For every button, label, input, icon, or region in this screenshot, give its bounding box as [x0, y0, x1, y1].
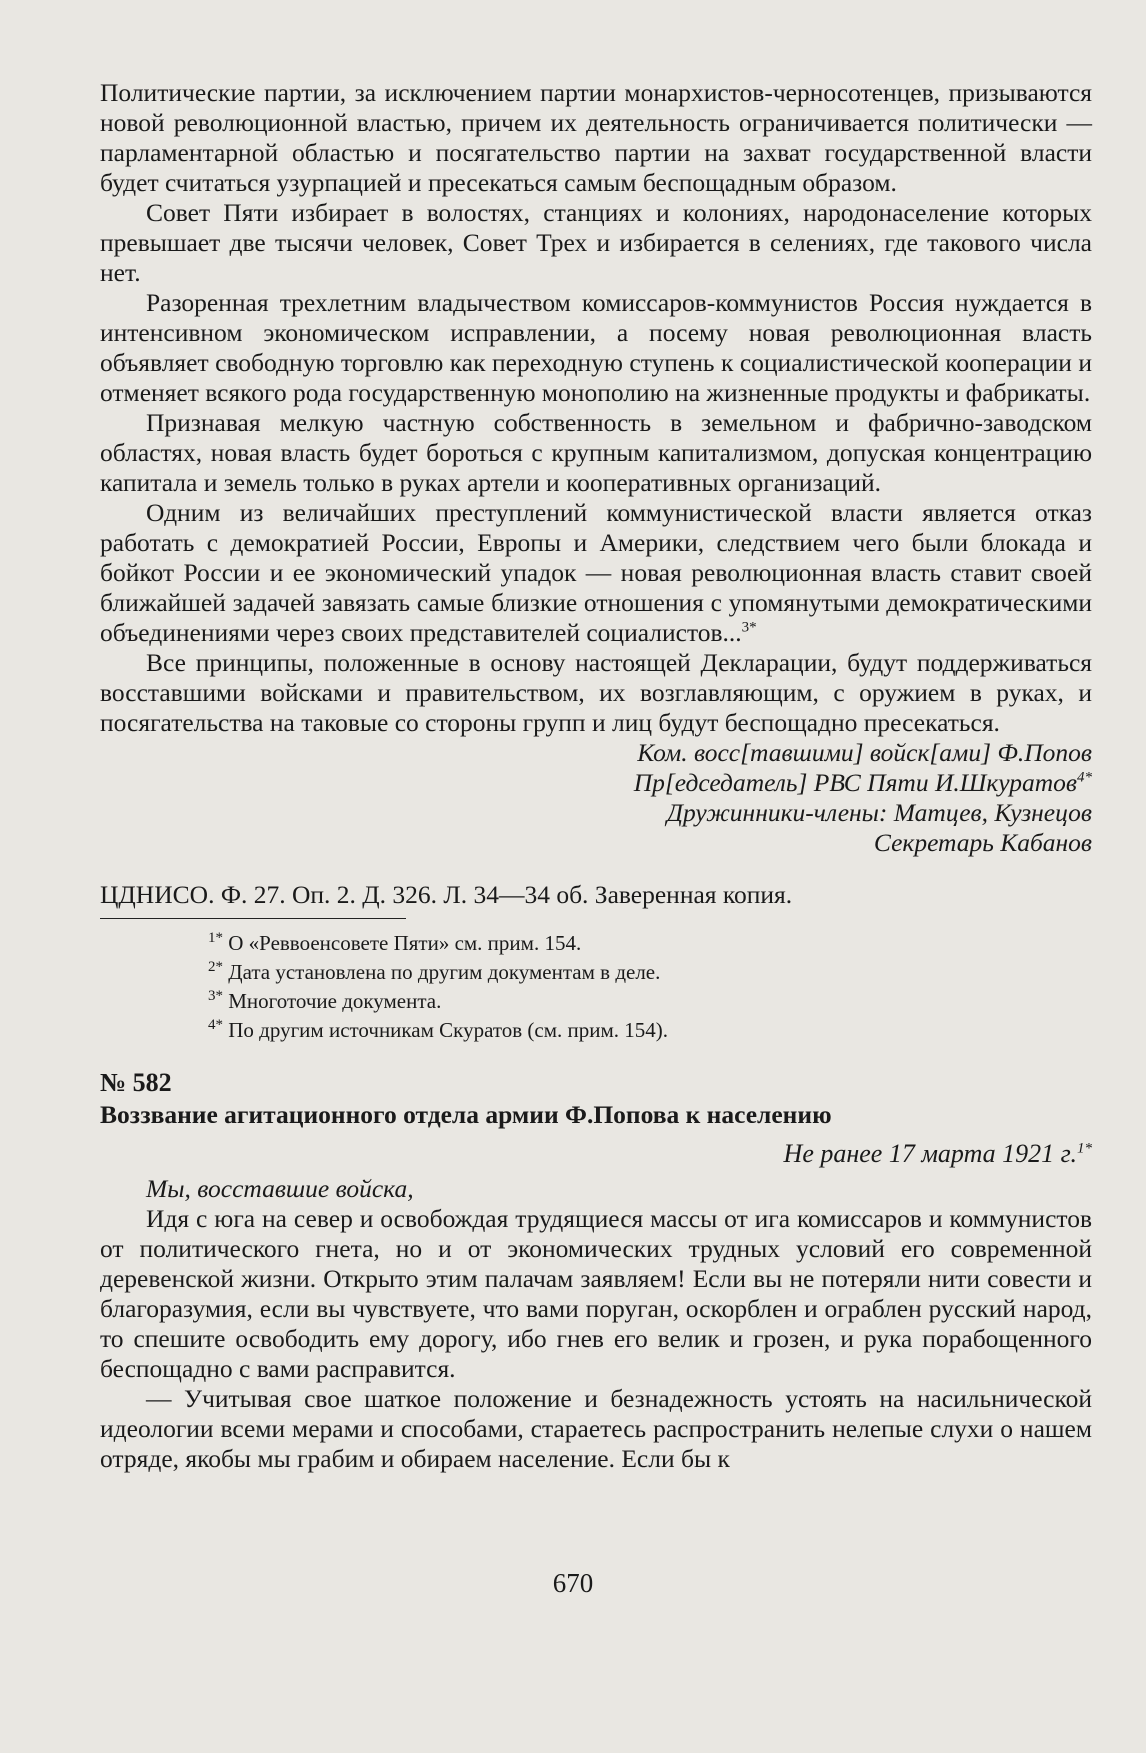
signature-chairman — [100, 768, 1092, 798]
paragraph-council-of-five: Совет Пяти избирает в волостях, станциях и колониях, народонаселение которых превышает две тысячи человек, Совет Трех и избирается в селениях, где такового числа нет. — [100, 198, 1092, 287]
footnote-text: О «Реввоенсовете Пяти» см. прим. 154. — [228, 931, 582, 955]
footnote — [100, 987, 1092, 1016]
document-date — [100, 1138, 1092, 1170]
footnote-mark: 2* — [208, 959, 223, 975]
document-date-text: Не ранее 17 марта 1921 г. — [783, 1139, 1077, 1168]
archive-reference: ЦДНИСО. Ф. 27. Оп. 2. Д. 326. Л. 34—34 об. Заверенная копия. — [100, 880, 793, 909]
footnote-ref: 1* — [1077, 1140, 1092, 1157]
footnote — [100, 929, 1092, 958]
paragraph-parties: Политические партии, за исключением партии монархистов-черносотенцев, призываются новой революционной властью, причем их деятельность ограничивается политически — парламентарной областью и посягательство партии на захват государственной власти будет считаться узурпацией и пресекаться самым беспощадным образом. — [100, 78, 1092, 197]
document-number: № 582 — [100, 1068, 172, 1097]
footnote-ref: 3* — [741, 619, 757, 636]
signature-members: Дружинники-члены: Матцев, Кузнецов — [666, 798, 1092, 827]
signature-secretary: Секретарь Кабанов — [873, 828, 1092, 857]
paragraph-democracy-text: Одним из величайших преступлений коммунистической власти является отказ работать с демократией России, Европы и Америки, следствием чего были блокада и бойкот России и ее экономический упадок — новая революционная власть ставит своей ближайшей задачей завязать самые близкие отношения с упомянутыми демократическими объединениями через своих представителей социалистов... — [100, 498, 1092, 647]
footnote — [100, 958, 1092, 987]
footnote-text: Дата установлена по другим документам в деле. — [228, 960, 661, 984]
footnote-divider — [100, 918, 406, 919]
footnote-mark: 4* — [208, 1017, 223, 1033]
document-title: Воззвание агитационного отдела армии Ф.Попова к населению — [100, 1100, 832, 1129]
signature-chairman-text: Пр[едседатель] РВС Пяти И.Шкуратов — [633, 768, 1077, 797]
appeal-address: Мы, восставшие войска, — [146, 1174, 414, 1203]
paragraph-rumors: — Учитывая свое шаткое положение и безнадежность устоять на насильнической идеологии всеми мерами и способами, стараетесь распространить нелепые слухи о нашем отряде, якобы мы грабим и обираем население. Если бы к — [100, 1384, 1092, 1473]
page-number: 670 — [552, 1568, 594, 1598]
footnote-mark: 3* — [208, 988, 223, 1004]
paragraph-principles: Все принципы, положенные в основу настоящей Декларации, будут поддерживаться восставшими войсками и правительством, их возглавляющим, с оружием в руках, и посягательства на таковые со стороны групп и лиц будут беспощадно пресекаться. — [100, 648, 1092, 737]
footnote-text: Многоточие документа. — [228, 989, 442, 1013]
footnote-mark: 1* — [208, 930, 223, 946]
paragraph-appeal: Идя с юга на север и освобождая трудящиеся массы от ига комиссаров и коммунистов от политического гнета, но и от экономических трудных условий его современной деревенской жизни. Открыто этим палачам заявляем! Если вы не потеряли нити совести и благоразумия, если вы чувствуете, что вами поруган, оскорблен и ограблен русский народ, то спешите освободить ему дорогу, ибо гнев его велик и грозен, и рука порабощенного беспощадно с вами расправится. — [100, 1204, 1092, 1383]
footnote — [100, 1016, 1092, 1045]
footnote-ref: 4* — [1077, 769, 1092, 786]
signature-commander: Ком. восс[тавшими] войск[ами] Ф.Попов — [637, 738, 1092, 767]
footnote-text: По другим источникам Скуратов (см. прим. 154). — [228, 1018, 669, 1042]
document-page — [100, 78, 1092, 1474]
paragraph-free-trade: Разоренная трехлетним владычеством комиссаров-коммунистов Россия нуждается в интенсивном экономическом исправлении, а посему новая революционная власть объявляет свободную торговлю как переходную ступень к социалистической кооперации и отменяет всякого рода государственную монополию на жизненные продукты и фабрикаты. — [100, 288, 1092, 407]
paragraph-private-property: Признавая мелкую частную собственность в земельном и фабрично-заводском областях, новая власть будет бороться с крупным капитализмом, допуская концентрацию капитала и земель только в руках артели и кооперативных организаций. — [100, 408, 1092, 497]
paragraph-democracy — [100, 498, 1092, 648]
